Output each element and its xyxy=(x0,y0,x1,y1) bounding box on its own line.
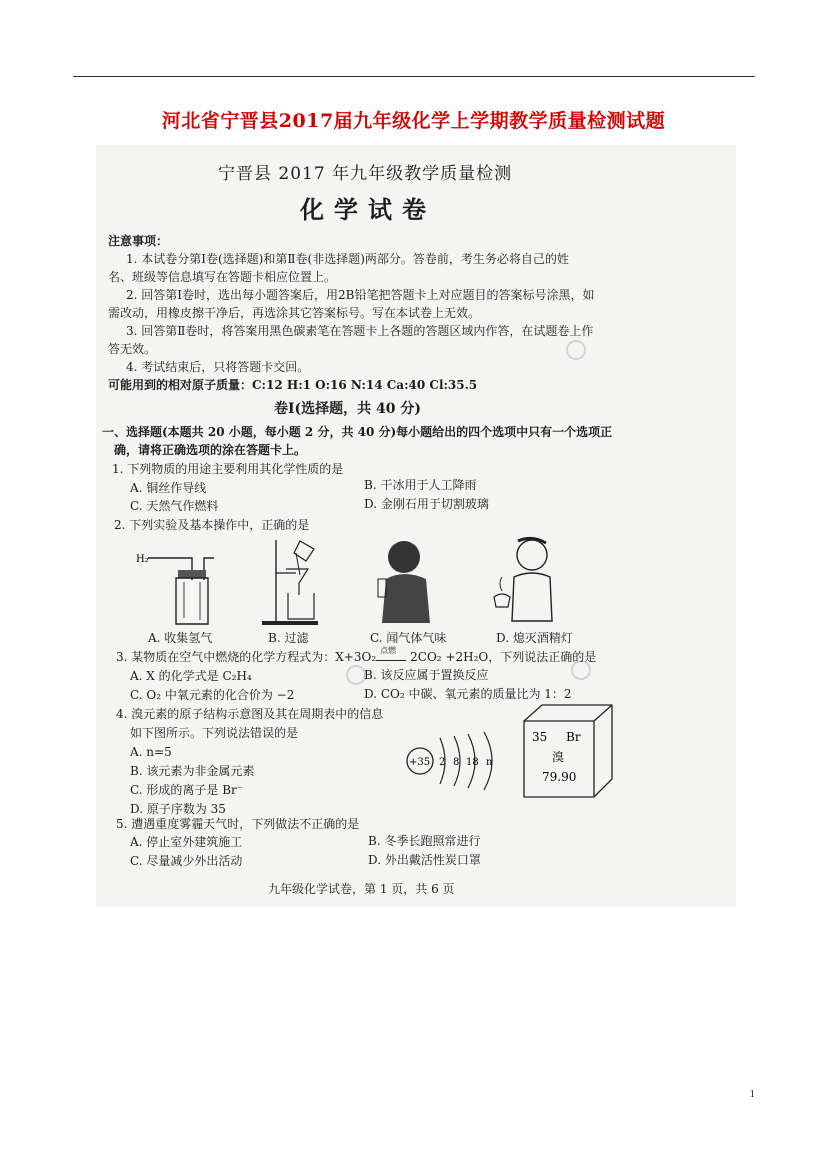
alcohol-lamp xyxy=(494,594,510,607)
watermark-logo-icon xyxy=(346,665,366,685)
bottle-stopper xyxy=(178,570,206,578)
question-4-stem: 如下图所示。下列说法错误的是 xyxy=(130,726,299,740)
person-head xyxy=(517,540,547,570)
notice-line: 1. 本试卷分第Ⅰ卷(选择题)和第Ⅱ卷(非选择题)两部分。答卷前，考生务必将自己的姓 xyxy=(126,252,569,266)
person-hair xyxy=(518,538,546,543)
atomic-masses: 可能用到的相对原子质量：C:12 H:1 O:16 N:14 Ca:40 Cl:35.5 xyxy=(108,378,478,392)
q3-stem-part: 3. 某物质在空气中燃烧的化学方程式为：X+3O₂ xyxy=(116,650,377,664)
q3-stem-part: 2CO₂ +2H₂O，下列说法正确的是 xyxy=(410,650,597,664)
question-5-stem: 5. 遭遇重度雾霾天气时，下列做法不正确的是 xyxy=(116,817,360,831)
notice-line: 3. 回答第Ⅱ卷时，将答案用黑色碳素笔在答题卡上各题的答题区域内作答，在试题卷上作 xyxy=(126,324,594,338)
q2-caption-d: D. 熄灭酒精灯 xyxy=(496,631,573,645)
page-number: 1 xyxy=(749,1088,755,1100)
q1-option-a: A. 铜丝作导线 xyxy=(130,481,207,495)
notice-heading: 注意事项： xyxy=(108,234,169,248)
q5-option-c: C. 尽量减少外出活动 xyxy=(130,854,243,868)
q4-option-a: A. n=5 xyxy=(130,745,172,759)
shell-electron-count: n xyxy=(486,757,493,768)
notice-line: 2. 回答第Ⅰ卷时，选出每小题答案后，用2B铅笔把答题卡上对应题目的答案标号涂黑，如 xyxy=(126,288,595,302)
q3-option-b: B. 该反应属于置换反应 xyxy=(364,668,489,682)
periodic-table-cell xyxy=(520,701,616,801)
shell-electron-count: 2 xyxy=(439,757,446,768)
shell-electron-count: 18 xyxy=(466,757,479,768)
smelling-gas-figure xyxy=(368,535,448,630)
watermark-logo-icon xyxy=(566,340,586,360)
element-name: 溴 xyxy=(552,750,565,764)
gas-bottle xyxy=(176,578,208,624)
reaction-condition: 点燃 xyxy=(380,646,397,655)
section-title: 卷Ⅰ(选择题，共 40 分) xyxy=(274,401,422,417)
question-1-stem: 1. 下列物质的用途主要利用其化学性质的是 xyxy=(112,462,344,476)
q2-caption-a: A. 收集氢气 xyxy=(148,631,213,645)
notice-line: 答无效。 xyxy=(108,342,157,356)
q2-caption-b: B. 过滤 xyxy=(268,631,309,645)
q4-option-d: D. 原子序数为 35 xyxy=(130,802,226,816)
watermark xyxy=(566,340,586,360)
person-body xyxy=(512,573,552,621)
document-title: 河北省宁晋县2017届九年级化学上学期教学质量检测试题 xyxy=(161,110,666,132)
bottle-inner-tube xyxy=(184,582,200,620)
equals-bar xyxy=(376,660,406,661)
stand-base xyxy=(262,621,318,625)
exam-page-footer: 九年级化学试卷，第 1 页，共 6 页 xyxy=(268,882,455,896)
notice-line: 需改动，用橡皮擦干净后，再选涂其它答案标号。写在本试卷上无效。 xyxy=(108,306,481,320)
nucleus-charge: +35 xyxy=(409,757,431,768)
watermark xyxy=(346,665,366,685)
notice-line: 4. 考试结束后，只将答题卡交回。 xyxy=(126,360,310,374)
alcohol-lamp-figure xyxy=(488,535,568,630)
exam-subject-title: 化学试卷 xyxy=(300,195,436,224)
receiving-beaker xyxy=(288,593,314,619)
top-divider-line xyxy=(73,76,755,77)
q5-option-b: B. 冬季长跑照常进行 xyxy=(368,834,481,848)
section-instruction: 一、选择题(本题共 20 小题，每小题 2 分，共 40 分)每小题给出的四个选项中只有一个选项正 xyxy=(102,425,613,439)
person-body xyxy=(382,574,430,623)
filtration-figure xyxy=(256,535,336,630)
q4-option-b: B. 该元素为非金属元素 xyxy=(130,764,255,778)
person-head xyxy=(388,541,420,573)
q5-option-a: A. 停止室外建筑施工 xyxy=(130,835,243,849)
q1-option-d: D. 金刚石用于切割玻璃 xyxy=(364,497,489,511)
bromine-atomic-structure xyxy=(402,730,512,792)
question-4-stem: 4. 溴元素的原子结构示意图及其在周期表中的信息 xyxy=(116,707,384,721)
element-symbol: Br xyxy=(566,730,581,744)
q4-option-c: C. 形成的离子是 Br⁻ xyxy=(130,783,244,797)
q1-option-b: B. 干冰用于人工降雨 xyxy=(364,478,477,492)
q3-option-c: C. O₂ 中氧元素的化合价为 −2 xyxy=(130,688,295,702)
gas-collection-figure xyxy=(134,538,254,628)
q3-option-d: D. CO₂ 中碳、氧元素的质量比为 1：2 xyxy=(364,687,572,701)
q1-option-c: C. 天然气作燃料 xyxy=(130,499,219,513)
lamp-flame xyxy=(500,577,502,591)
exam-header: 宁晋县 2017 年九年级教学质量检测 xyxy=(218,164,513,184)
scanned-exam-page xyxy=(96,145,736,907)
q5-option-d: D. 外出戴活性炭口罩 xyxy=(368,853,481,867)
q2-caption-c: C. 闻气体气味 xyxy=(370,631,447,645)
notice-line: 名、班级等信息填写在答题卡相应位置上。 xyxy=(108,270,337,284)
h2-label: H₂ xyxy=(136,554,149,565)
atomic-number: 35 xyxy=(532,730,548,744)
q3-option-a: A. X 的化学式是 C₂H₄ xyxy=(130,669,252,683)
question-3-stem xyxy=(116,646,597,664)
atomic-mass: 79.90 xyxy=(542,770,577,784)
question-2-stem: 2. 下列实验及基本操作中，正确的是 xyxy=(114,518,310,532)
reaction-arrow xyxy=(376,646,410,661)
shell-electron-count: 8 xyxy=(453,757,460,768)
section-instruction: 确，请将正确选项的涂在答题卡上。 xyxy=(114,443,307,457)
